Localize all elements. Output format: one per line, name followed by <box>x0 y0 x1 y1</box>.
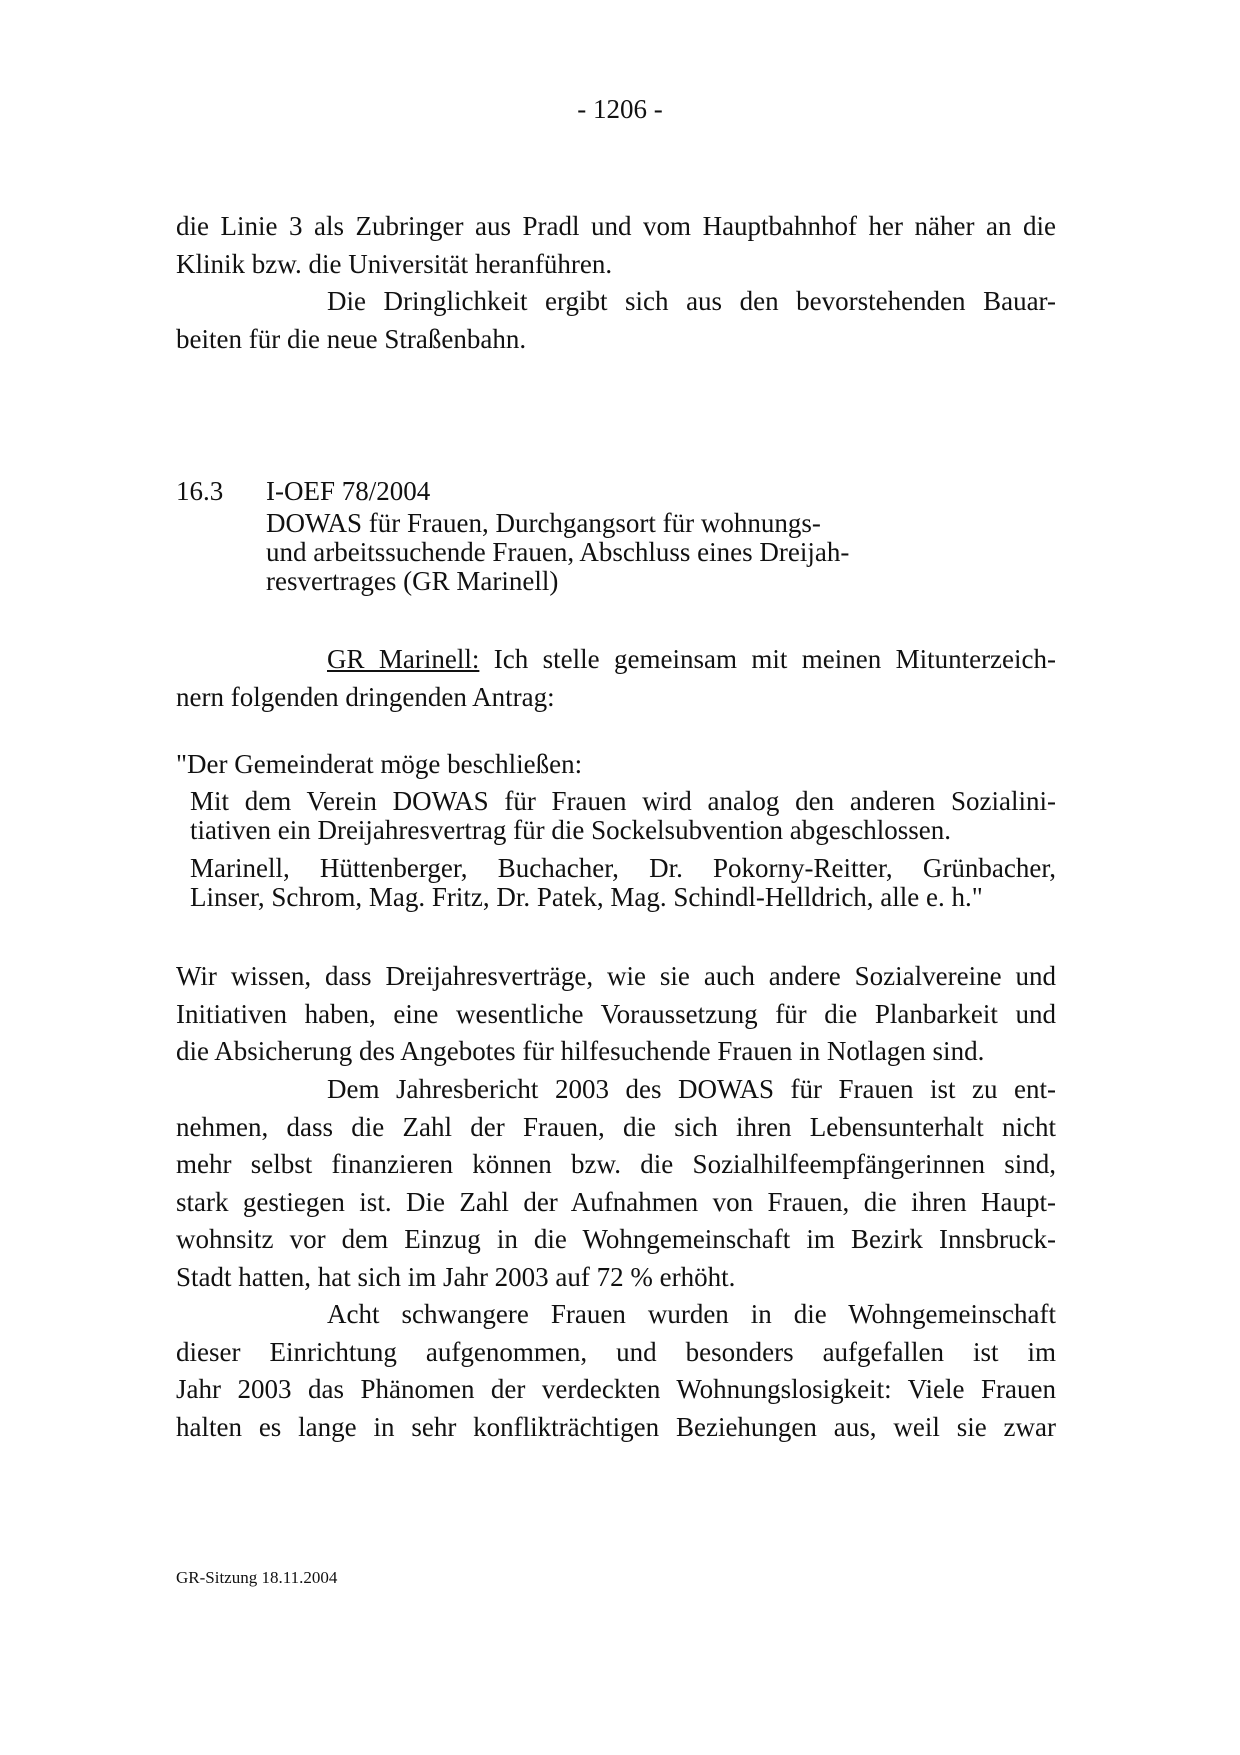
resolution-line: tiativen ein Dreijahresvertrag für die Sockelsubvention abgeschlossen. <box>190 815 952 845</box>
signatories <box>190 854 1056 912</box>
speaker-name: GR Marinell: <box>327 644 480 674</box>
body-line: stark gestiegen ist. Die Zahl der Aufnahmen von Frauen, die ihren Haupt- <box>176 1186 1056 1217</box>
resolution-line: Mit dem Verein DOWAS für Frauen wird analog den anderen Sozialini- <box>190 786 1056 816</box>
intro-line: beiten für die neue Straßenbahn. <box>176 323 527 354</box>
agenda-item-code: I-OEF 78/2004 <box>266 476 431 506</box>
signatories-line: Linser, Schrom, Mag. Fritz, Dr. Patek, Mag. Schindl-Helldrich, alle e. h." <box>190 882 983 912</box>
body-line: Initiativen haben, eine wesentliche Voraussetzung für die Planbarkeit und <box>176 998 1056 1029</box>
body-line: Wir wissen, dass Dreijahresverträge, wie sie auch andere Sozialvereine und <box>176 961 1056 991</box>
body-line: halten es lange in sehr konflikträchtigen Beziehungen aus, weil sie zwar <box>176 1411 1056 1442</box>
page-number: - 1206 - <box>577 94 663 124</box>
body-paragraph-1 <box>176 958 1056 1071</box>
agenda-title-line: resvertrages (GR Marinell) <box>266 566 559 596</box>
agenda-title-line: DOWAS für Frauen, Durchgangsort für wohnungs- <box>266 508 821 538</box>
motion-intro <box>176 641 1056 716</box>
intro-line: die Linie 3 als Zubringer aus Pradl und vom Hauptbahnhof her näher an die <box>176 211 1056 241</box>
body-line: dieser Einrichtung aufgenommen, und besonders aufgefallen ist im <box>176 1336 1056 1367</box>
motion-line: nern folgenden dringenden Antrag: <box>176 681 555 712</box>
body-line: die Absicherung des Angebotes für hilfesuchende Frauen in Notlagen sind. <box>176 1036 985 1066</box>
body-line: wohnsitz vor dem Einzug in die Wohngemeinschaft im Bezirk Innsbruck- <box>176 1224 1056 1254</box>
body-line: Acht schwangere Frauen wurden in die Wohngemeinschaft <box>327 1299 1056 1329</box>
agenda-title-line: und arbeitssuchende Frauen, Abschluss eines Dreijah- <box>266 537 850 567</box>
body-line: Dem Jahresbericht 2003 des DOWAS für Frauen ist zu ent- <box>327 1074 1056 1104</box>
body-paragraph-3 <box>176 1296 1056 1446</box>
footer-session-date: GR-Sitzung 18.11.2004 <box>176 1568 338 1587</box>
agenda-item-number: 16.3 <box>176 476 224 506</box>
intro-paragraph <box>176 208 1056 358</box>
resolution-text <box>190 787 1056 845</box>
motion-text: Ich stelle gemeinsam mit meinen Mitunterzeich- <box>479 644 1057 674</box>
motion-line <box>176 641 1056 679</box>
body-paragraph-2 <box>176 1071 1056 1296</box>
body-line: mehr selbst finanzieren können bzw. die Sozialhilfeempfängerinnen sind, <box>176 1149 1056 1179</box>
intro-line: Die Dringlichkeit ergibt sich aus den bevorstehenden Bauar- <box>327 286 1056 316</box>
body-line: Stadt hatten, hat sich im Jahr 2003 auf 72 % erhöht. <box>176 1261 736 1292</box>
body-line: nehmen, dass die Zahl der Frauen, die sich ihren Lebensunterhalt nicht <box>176 1111 1056 1142</box>
signatories-line: Marinell, Hüttenberger, Buchacher, Dr. Pokorny-Reitter, Grünbacher, <box>190 853 1056 883</box>
quote-open: "Der Gemeinderat möge beschließen: <box>176 749 583 779</box>
intro-line: Klinik bzw. die Universität heranführen. <box>176 248 613 279</box>
agenda-item-title <box>266 509 926 596</box>
body-line: Jahr 2003 das Phänomen der verdeckten Wohnungslosigkeit: Viele Frauen <box>176 1374 1056 1404</box>
